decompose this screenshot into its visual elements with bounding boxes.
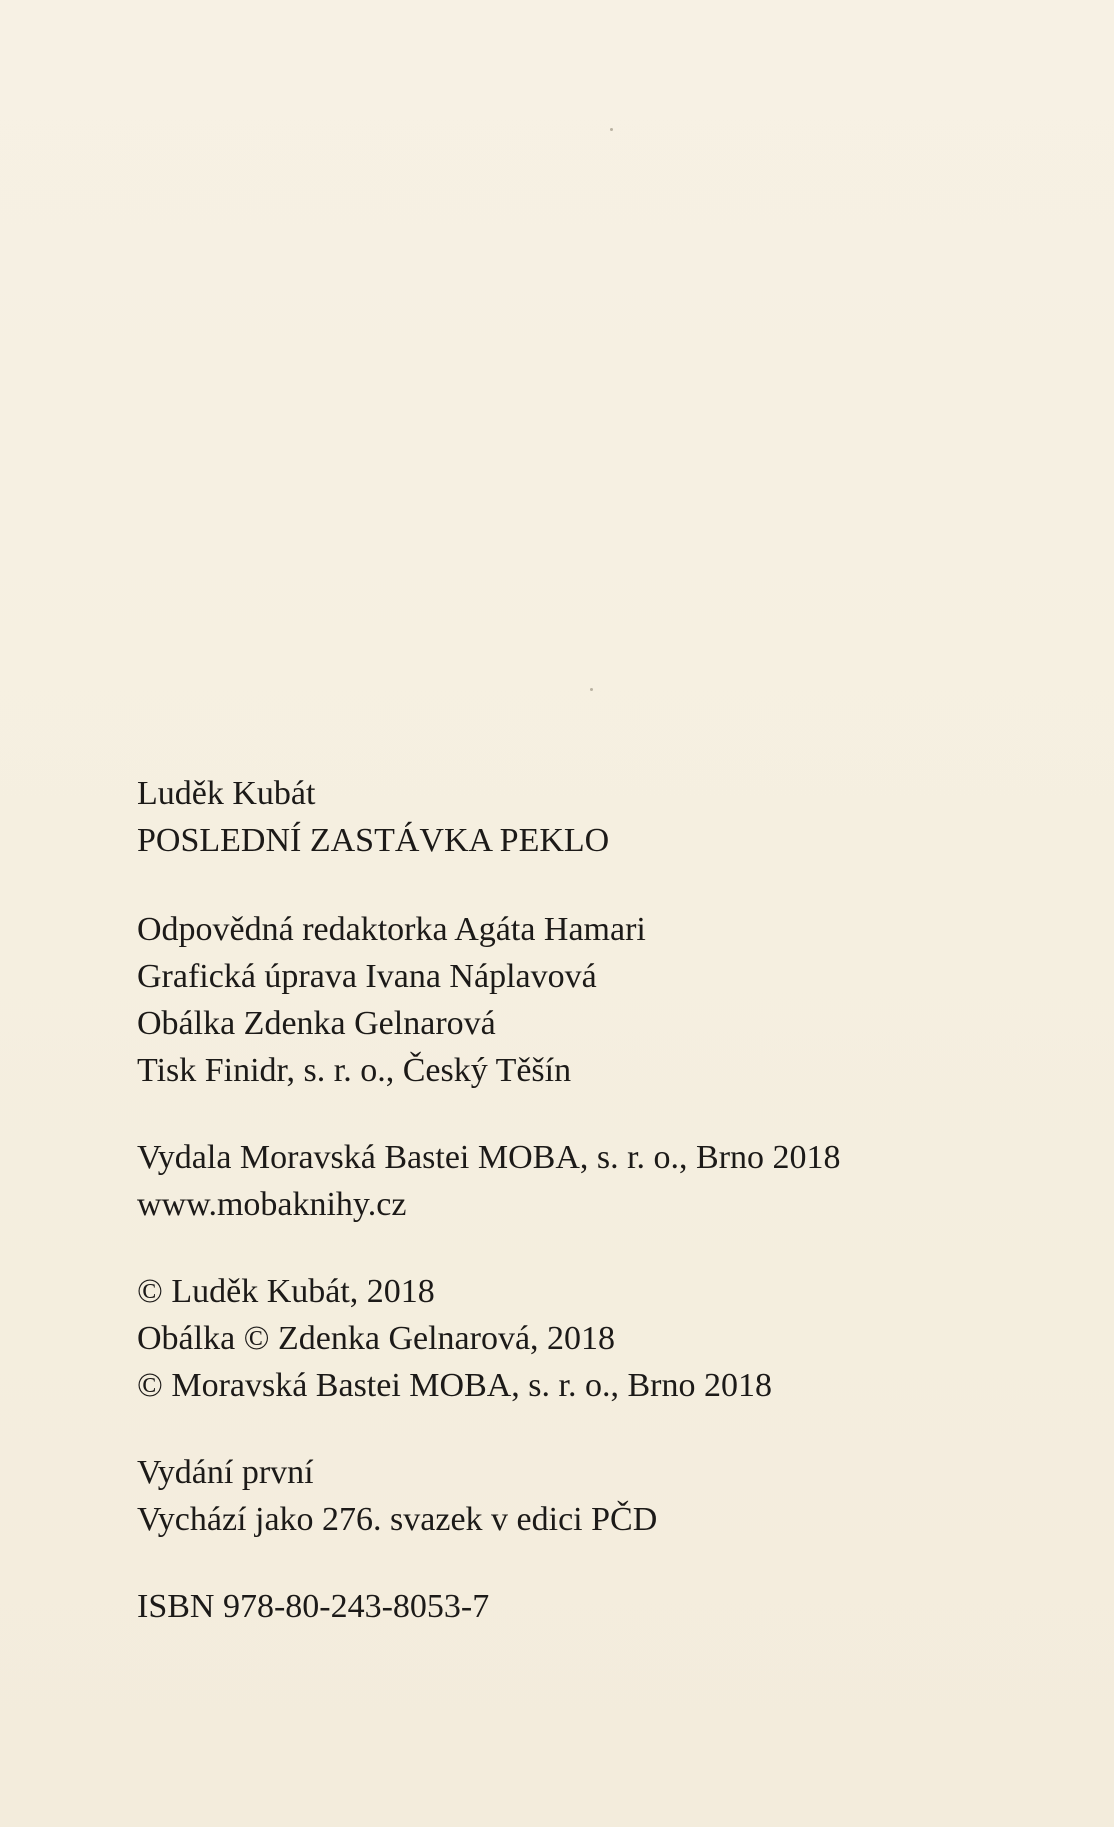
series-note: Vychází jako 276. svazek v edici PČD: [137, 1501, 658, 1538]
copyright-author: © Luděk Kubát, 2018: [137, 1273, 435, 1310]
paper-speck: [590, 688, 593, 691]
cover-credit: Obálka Zdenka Gelnarová: [137, 1005, 496, 1042]
print-credit: Tisk Finidr, s. r. o., Český Těšín: [137, 1052, 572, 1089]
isbn: ISBN 978-80-243-8053-7: [137, 1588, 490, 1625]
publisher-website: www.mobaknihy.cz: [137, 1186, 407, 1223]
paper-speck: [610, 128, 613, 131]
book-title: POSLEDNÍ ZASTÁVKA PEKLO: [137, 822, 610, 859]
imprint-block: [137, 770, 1037, 1630]
design-credit: Grafická úprava Ivana Náplavová: [137, 958, 597, 995]
author-name: Luděk Kubát: [137, 775, 316, 812]
edition-note: Vydání první: [137, 1454, 314, 1491]
copyright-publisher: © Moravská Bastei MOBA, s. r. o., Brno 2018: [137, 1367, 772, 1404]
copyright-cover: Obálka © Zdenka Gelnarová, 2018: [137, 1320, 616, 1357]
publisher-line: Vydala Moravská Bastei MOBA, s. r. o., Brno 2018: [137, 1139, 841, 1176]
editor-credit: Odpovědná redaktorka Agáta Hamari: [137, 911, 646, 948]
